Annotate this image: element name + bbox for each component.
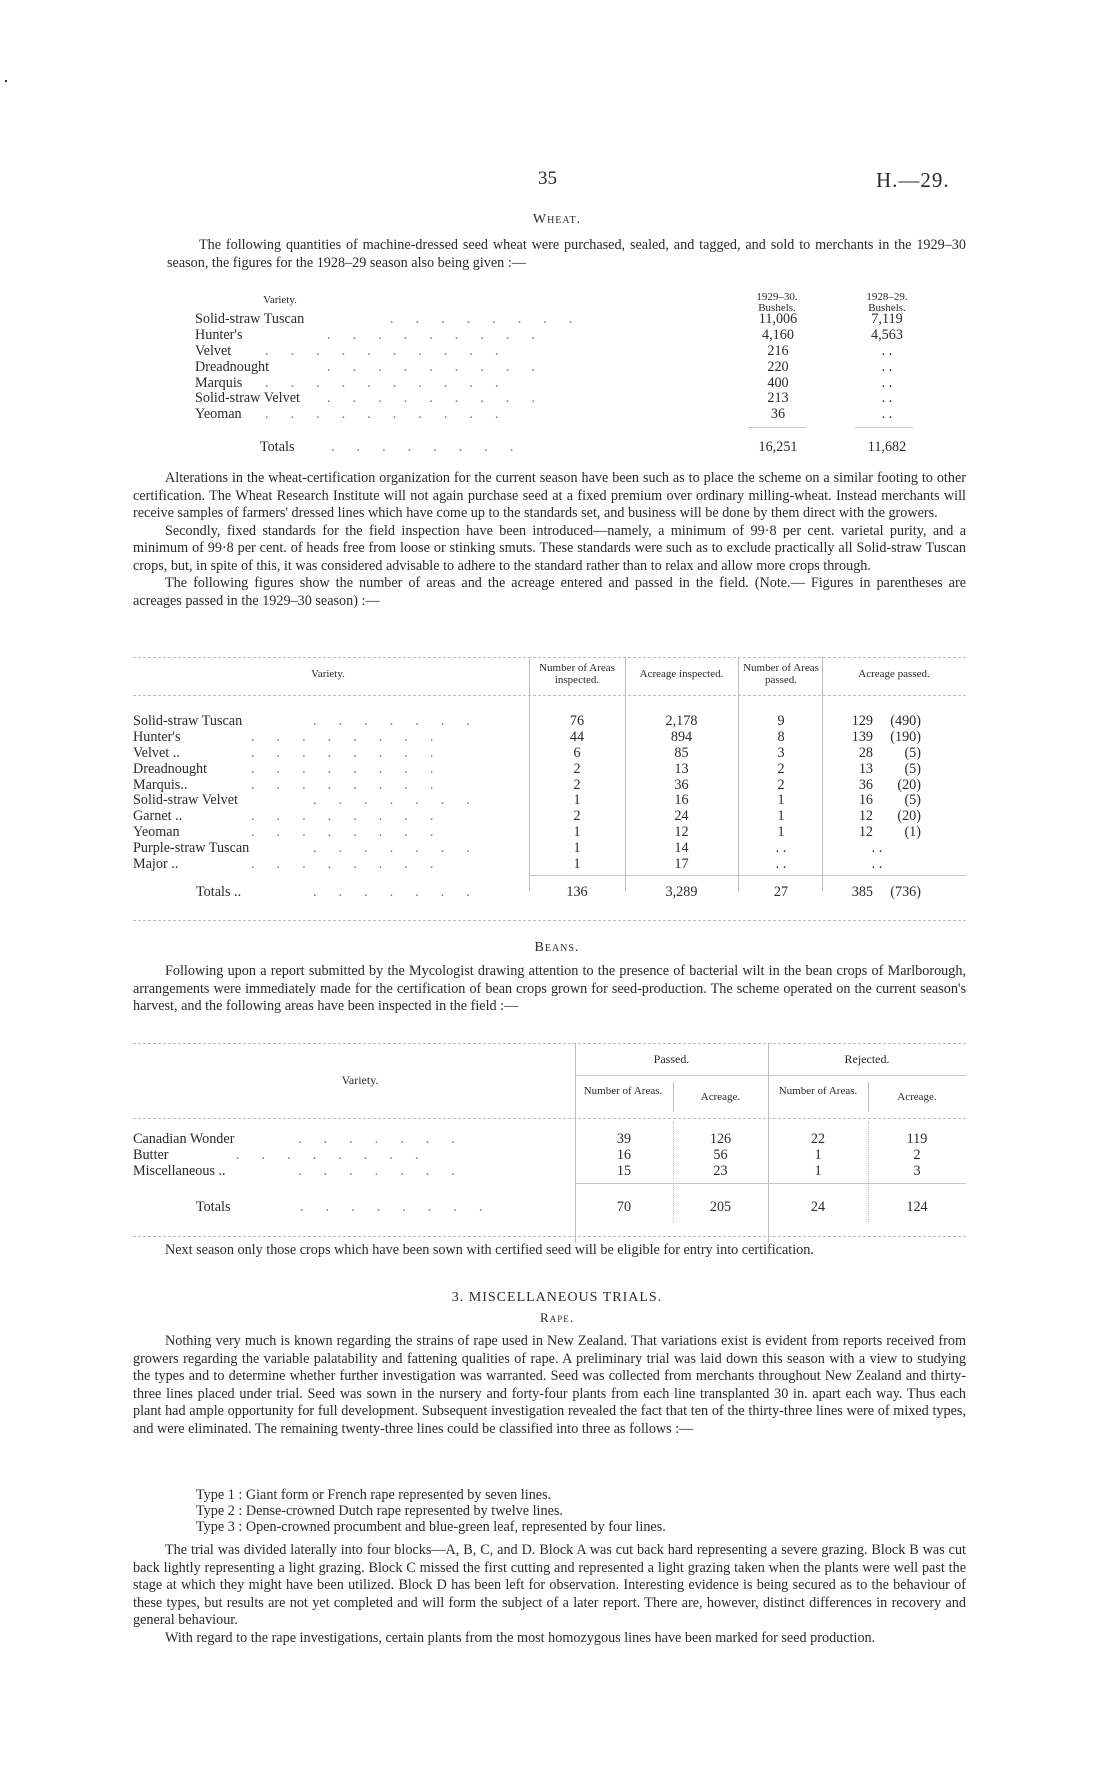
wheat-intro: The following quantities of machine-dressed seed wheat were purchased, sealed, and tagged, and sold to merchants in the 1929–30 season, the figures for the 1928–29 season also being given :—: [167, 237, 966, 271]
table-row: [195, 407, 935, 423]
areas-passed-cell: . .: [775, 840, 787, 857]
field-table-rows: [133, 714, 966, 873]
variety-cell: Velvet: [195, 342, 232, 359]
table-row: [195, 312, 935, 328]
acreage-passed-cell: 12: [858, 824, 873, 841]
acreage-passed-cell: 139: [851, 728, 873, 745]
leader-dots: ........: [251, 776, 456, 793]
areas-passed-cell: . .: [775, 856, 787, 873]
rape-heading: Rape.: [540, 1310, 574, 1325]
acreage-inspected-cell: 85: [674, 744, 689, 761]
acreage-inspected-cell: 2,178: [665, 713, 698, 729]
areas-passed-cell: 3: [777, 744, 785, 761]
previous-acreage-cell: (5): [904, 744, 921, 761]
table-row: [133, 746, 966, 762]
leader-dots: .......: [313, 840, 492, 857]
beans-closing: Next season only those crops which have been sown with certified seed will be eligible for entry into certification.: [165, 1242, 814, 1258]
field-col-variety: Variety.: [311, 668, 345, 680]
variety-cell: Butter: [133, 1146, 169, 1163]
wheat-table-rows: [195, 312, 935, 423]
previous-acreage-cell: (20): [897, 776, 921, 793]
table-row: [195, 391, 935, 407]
passed-acreage-cell: 126: [709, 1131, 732, 1147]
page-number: 35: [538, 168, 557, 189]
rejected-acreage-cell: 2: [913, 1146, 921, 1163]
beans-table-rows: [133, 1132, 966, 1180]
wheat-paragraphs: [133, 470, 966, 610]
beans-col-passed-number: Number of Areas.: [583, 1085, 663, 1097]
wheat-sum-rule: [855, 427, 913, 428]
scan-speck: [5, 80, 7, 82]
leader-dots: ........: [236, 1146, 441, 1163]
list-item: Type 1 : Giant form or French rape represented by seven lines.: [196, 1487, 552, 1503]
previous-acreage-cell: (490): [890, 713, 921, 729]
acreage-passed-cell: 13: [858, 760, 873, 777]
table-top-rule: [133, 657, 966, 658]
value-1928: 4,563: [871, 326, 903, 343]
beans-totals-label: Totals: [196, 1199, 231, 1215]
wheat-col-1928-unit: Bushels.: [868, 302, 906, 314]
leader-dots: .......: [298, 1131, 477, 1147]
variety-cell: Solid-straw Velvet: [195, 390, 300, 407]
beans-col-variety: Variety.: [341, 1073, 379, 1087]
leader-dots: ........: [300, 1199, 505, 1215]
beans-total-rejected-acreage: 124: [906, 1199, 928, 1215]
list-item: Type 2 : Dense-crowned Dutch rape represented by twelve lines.: [196, 1503, 563, 1520]
table-row: [133, 730, 966, 746]
variety-cell: Dreadnought: [195, 358, 270, 375]
table-row: [133, 778, 966, 794]
document-reference: H.—29.: [876, 168, 950, 192]
field-total-areas-passed: 27: [773, 884, 789, 900]
passed-number-cell: 16: [616, 1146, 632, 1163]
leader-dots: ........: [331, 439, 536, 455]
header-rule: [133, 695, 966, 696]
areas-inspected-cell: 1: [573, 856, 581, 873]
previous-acreage-cell: (190): [890, 728, 921, 745]
value-1928: . .: [881, 358, 893, 375]
passed-number-cell: 15: [616, 1162, 632, 1179]
acreage-inspected-cell: 894: [670, 728, 693, 745]
value-1929: 213: [767, 390, 789, 407]
leader-dots: ........: [251, 744, 456, 761]
rejected-acreage-cell: 3: [913, 1162, 921, 1179]
leader-dots: ........: [251, 760, 456, 777]
wheat-totals-label: Totals: [260, 439, 295, 455]
areas-inspected-cell: 44: [569, 728, 585, 745]
table-row: [133, 714, 966, 730]
variety-cell: Garnet ..: [133, 808, 183, 825]
beans-heading: Beans.: [534, 940, 580, 955]
value-1928: . .: [881, 342, 893, 359]
areas-passed-cell: 2: [777, 776, 785, 793]
variety-cell: Purple-straw Tuscan: [133, 840, 250, 857]
rejected-number-cell: 1: [814, 1146, 822, 1163]
table-row: [195, 344, 935, 360]
acreage-inspected-cell: 36: [674, 776, 689, 793]
beans-col-passed: Passed.: [653, 1052, 690, 1066]
table-row: [133, 762, 966, 778]
value-1928: . .: [881, 390, 893, 407]
acreage-inspected-cell: 14: [674, 840, 689, 857]
areas-passed-cell: 1: [777, 824, 785, 841]
table-bottom-rule: [133, 920, 966, 921]
field-total-areas-inspected: 136: [566, 884, 588, 900]
field-col-acreage-inspected: Acreage inspected.: [639, 668, 724, 680]
misc-heading: 3. MISCELLANEOUS TRIALS.: [451, 1290, 663, 1305]
value-1929: 216: [767, 342, 789, 359]
leader-dots: ..........: [265, 374, 521, 391]
acreage-inspected-cell: 24: [674, 808, 689, 825]
field-total-acreage-passed: 385: [851, 884, 873, 900]
wheat-paragraph-3: The following figures show the number of areas and the acreage entered and passed in the field. (Note.— Figures in parentheses are acreages passed in the 1929–30 season) :—: [133, 575, 966, 609]
beans-col-passed-acreage: Acreage.: [700, 1091, 741, 1103]
table-row: [133, 1164, 966, 1180]
leader-dots: ..........: [265, 406, 521, 423]
areas-passed-cell: 9: [777, 713, 785, 729]
leader-dots: ........: [251, 808, 456, 825]
leader-dots: ..........: [265, 342, 521, 359]
wheat-col-1928: 1928–29.: [866, 291, 908, 303]
beans-col-rejected-number: Number of Areas.: [778, 1085, 858, 1097]
variety-cell: Solid-straw Tuscan: [133, 713, 243, 729]
variety-cell: Hunter's: [195, 326, 243, 343]
wheat-col-1929-unit: Bushels.: [758, 302, 796, 314]
acreage-passed-cell: 28: [858, 744, 873, 761]
acreage-passed-cell: . .: [871, 856, 883, 873]
header-rule: [133, 1118, 966, 1119]
list-item: Type 3 : Open-crowned procumbent and blue-green leaf, represented by four lines.: [196, 1519, 666, 1536]
acreage-inspected-cell: 13: [674, 760, 689, 777]
value-1929: 220: [767, 358, 789, 375]
rape-paragraph-2: The trial was divided laterally into four blocks—A, B, C, and D. Block A was cut back hard representing a severe grazing. Block B was cut back lightly representing a light grazing. Block C missed the first cutting and represented a light grazing taken when the plants were well past the stage at which they might have been utilized. Block D has been left for observation. Interesting evidence is being secured as to the behaviour of these types, but results are not yet completed and will form the subject of a later report. There are, however, distinct differences in recovery and general behaviour.: [133, 1542, 966, 1628]
rape-paragraphs: [133, 1542, 966, 1647]
acreage-passed-cell: 129: [851, 713, 873, 729]
value-1928: . .: [881, 374, 893, 391]
variety-cell: Major ..: [133, 856, 179, 873]
acreage-inspected-cell: 12: [674, 824, 689, 841]
totals-rule: [529, 875, 966, 876]
beans-col-rejected: Rejected.: [844, 1052, 890, 1066]
table-row: [133, 1148, 966, 1164]
variety-cell: Dreadnought: [133, 760, 208, 777]
leader-dots: .........: [327, 358, 557, 375]
previous-acreage-cell: (5): [904, 760, 921, 777]
previous-acreage-cell: (20): [897, 808, 921, 825]
table-row: [133, 793, 966, 809]
passed-acreage-cell: 23: [713, 1162, 728, 1179]
wheat-paragraph-1: Alterations in the wheat-certification organization for the current season have been such as to place the scheme on a similar footing to other certification. The Wheat Research Institute will not again purchase seed at a fixed premium over ordinary milling-wheat. Instead merchants will receive samples of farmers' dressed lines which have come up to the standards set, and business will be done by them direct with the growers.: [133, 470, 966, 521]
areas-inspected-cell: 2: [573, 808, 581, 825]
variety-cell: Canadian Wonder: [133, 1131, 235, 1147]
variety-cell: Solid-straw Velvet: [133, 792, 238, 809]
table-row: [133, 857, 966, 873]
field-col-areas-passed: Number of Areas passed.: [743, 662, 819, 686]
previous-acreage-cell: (1): [904, 824, 921, 841]
areas-inspected-cell: 1: [573, 840, 581, 857]
acreage-passed-cell: 16: [858, 792, 873, 809]
wheat-col-1929: 1929–30.: [756, 291, 798, 303]
areas-inspected-cell: 76: [569, 713, 585, 729]
rape-paragraph-1: Nothing very much is known regarding the strains of rape used in New Zealand. That variations exist is evident from reports received from growers regarding the variable palatability and fattening qualities of rape. A preliminary trial was laid down this season with a view to studying the types and to determine whether further investigation was warranted. Seed was collected from merchants throughout New Zealand and thirty-three lines placed under trial. Seed was sown in the nursery and forty-four plants from each line transplanted 30 in. apart each way. Thus each plant had ample opportunity for full development. Subsequent investigation revealed the fact that ten of the thirty-three lines were of mixed types, and were eliminated. The remaining twenty-three lines could be classified into three as follows :—: [133, 1333, 966, 1437]
areas-inspected-cell: 2: [573, 776, 581, 793]
leader-dots: .......: [313, 792, 492, 809]
field-total-previous: (736): [890, 884, 921, 900]
wheat-sum-rule: [748, 427, 806, 428]
leader-dots: .......: [313, 884, 492, 900]
wheat-total-1928: 11,682: [867, 439, 907, 455]
table-row: [133, 841, 966, 857]
table-row: [195, 328, 935, 344]
beans-total-passed-acreage: 205: [709, 1199, 732, 1215]
leader-dots: .........: [327, 390, 557, 407]
field-totals-label: Totals ..: [196, 884, 242, 900]
variety-cell: Miscellaneous ..: [133, 1162, 226, 1179]
areas-inspected-cell: 2: [573, 760, 581, 777]
table-row: [195, 376, 935, 392]
rejected-number-cell: 1: [814, 1162, 822, 1179]
value-1929: 400: [767, 374, 789, 391]
acreage-passed-cell: 12: [858, 808, 873, 825]
variety-cell: Hunter's: [133, 728, 181, 745]
rape-types-list: [196, 1487, 936, 1536]
areas-passed-cell: 1: [777, 808, 785, 825]
variety-cell: Yeoman: [195, 406, 242, 423]
beans-total-rejected-number: 24: [810, 1199, 826, 1215]
leader-dots: .........: [327, 326, 557, 343]
field-total-acreage-inspected: 3,289: [665, 884, 698, 900]
previous-acreage-cell: (5): [904, 792, 921, 809]
table-row: [195, 360, 935, 376]
areas-inspected-cell: 1: [573, 824, 581, 841]
variety-cell: Yeoman: [133, 824, 180, 841]
table-row: [133, 1132, 966, 1148]
field-col-acreage-passed: Acreage passed.: [858, 668, 930, 680]
beans-total-passed-number: 70: [616, 1199, 632, 1215]
areas-inspected-cell: 1: [573, 792, 581, 809]
areas-inspected-cell: 6: [573, 744, 581, 761]
leader-dots: ........: [390, 311, 595, 327]
rejected-number-cell: 22: [810, 1131, 826, 1147]
wheat-total-1929: 16,251: [758, 439, 798, 455]
variety-cell: Marquis: [195, 374, 243, 391]
leader-dots: .......: [313, 713, 492, 729]
passed-acreage-cell: 56: [713, 1146, 728, 1163]
acreage-inspected-cell: 16: [674, 792, 689, 809]
value-1928: . .: [881, 406, 893, 423]
passed-number-cell: 39: [616, 1131, 632, 1147]
areas-passed-cell: 8: [777, 728, 785, 745]
variety-cell: Marquis..: [133, 776, 188, 793]
value-1929: 36: [770, 406, 786, 423]
leader-dots: .......: [298, 1162, 477, 1179]
table-row: [133, 809, 966, 825]
beans-col-rejected-acreage: Acreage.: [897, 1091, 937, 1103]
beans-table-bottom-rule: [133, 1236, 966, 1237]
value-1929: 4,160: [762, 326, 794, 343]
wheat-heading: Wheat.: [532, 212, 582, 227]
totals-rule: [575, 1183, 966, 1184]
acreage-passed-cell: 36: [858, 776, 873, 793]
leader-dots: ........: [251, 856, 456, 873]
subheader-rule: [575, 1075, 966, 1076]
leader-dots: ........: [251, 824, 456, 841]
value-1928: 7,119: [871, 311, 903, 327]
rape-paragraph-3: With regard to the rape investigations, certain plants from the most homozygous lines have been marked for seed production.: [165, 1629, 876, 1646]
table-row: [133, 825, 966, 841]
wheat-paragraph-2: Secondly, fixed standards for the field inspection have been introduced—namely, a minimum of 99·8 per cent. varietal purity, and a minimum of 99·8 per cent. of heads free from loose or stinking smuts. These standards were such as to exclude practically all Solid-straw Tuscan crops, but, in spite of this, it was considered advisable to adhere to the standard rather than to relax and allow more crops through.: [133, 522, 966, 574]
acreage-inspected-cell: 17: [674, 856, 689, 873]
areas-passed-cell: 2: [777, 760, 785, 777]
field-col-areas-inspected: Number of Areas inspected.: [539, 662, 615, 686]
leader-dots: ........: [251, 728, 456, 745]
rejected-acreage-cell: 119: [906, 1131, 928, 1147]
areas-passed-cell: 1: [777, 792, 785, 809]
wheat-col-variety: Variety.: [263, 294, 297, 306]
beans-intro: Following upon a report submitted by the Mycologist drawing attention to the presence of bacterial wilt in the bean crops of Marlborough, arrangements were immediately made for the certification of bean crops grown for seed-production. The scheme operated on the current season's harvest, and the following areas have been inspected in the field :—: [133, 963, 966, 1014]
variety-cell: Solid-straw Tuscan: [195, 311, 305, 327]
acreage-passed-cell: . .: [871, 840, 883, 857]
variety-cell: Velvet ..: [133, 744, 180, 761]
beans-table-top-rule: [133, 1043, 966, 1044]
value-1929: 11,006: [758, 311, 798, 327]
